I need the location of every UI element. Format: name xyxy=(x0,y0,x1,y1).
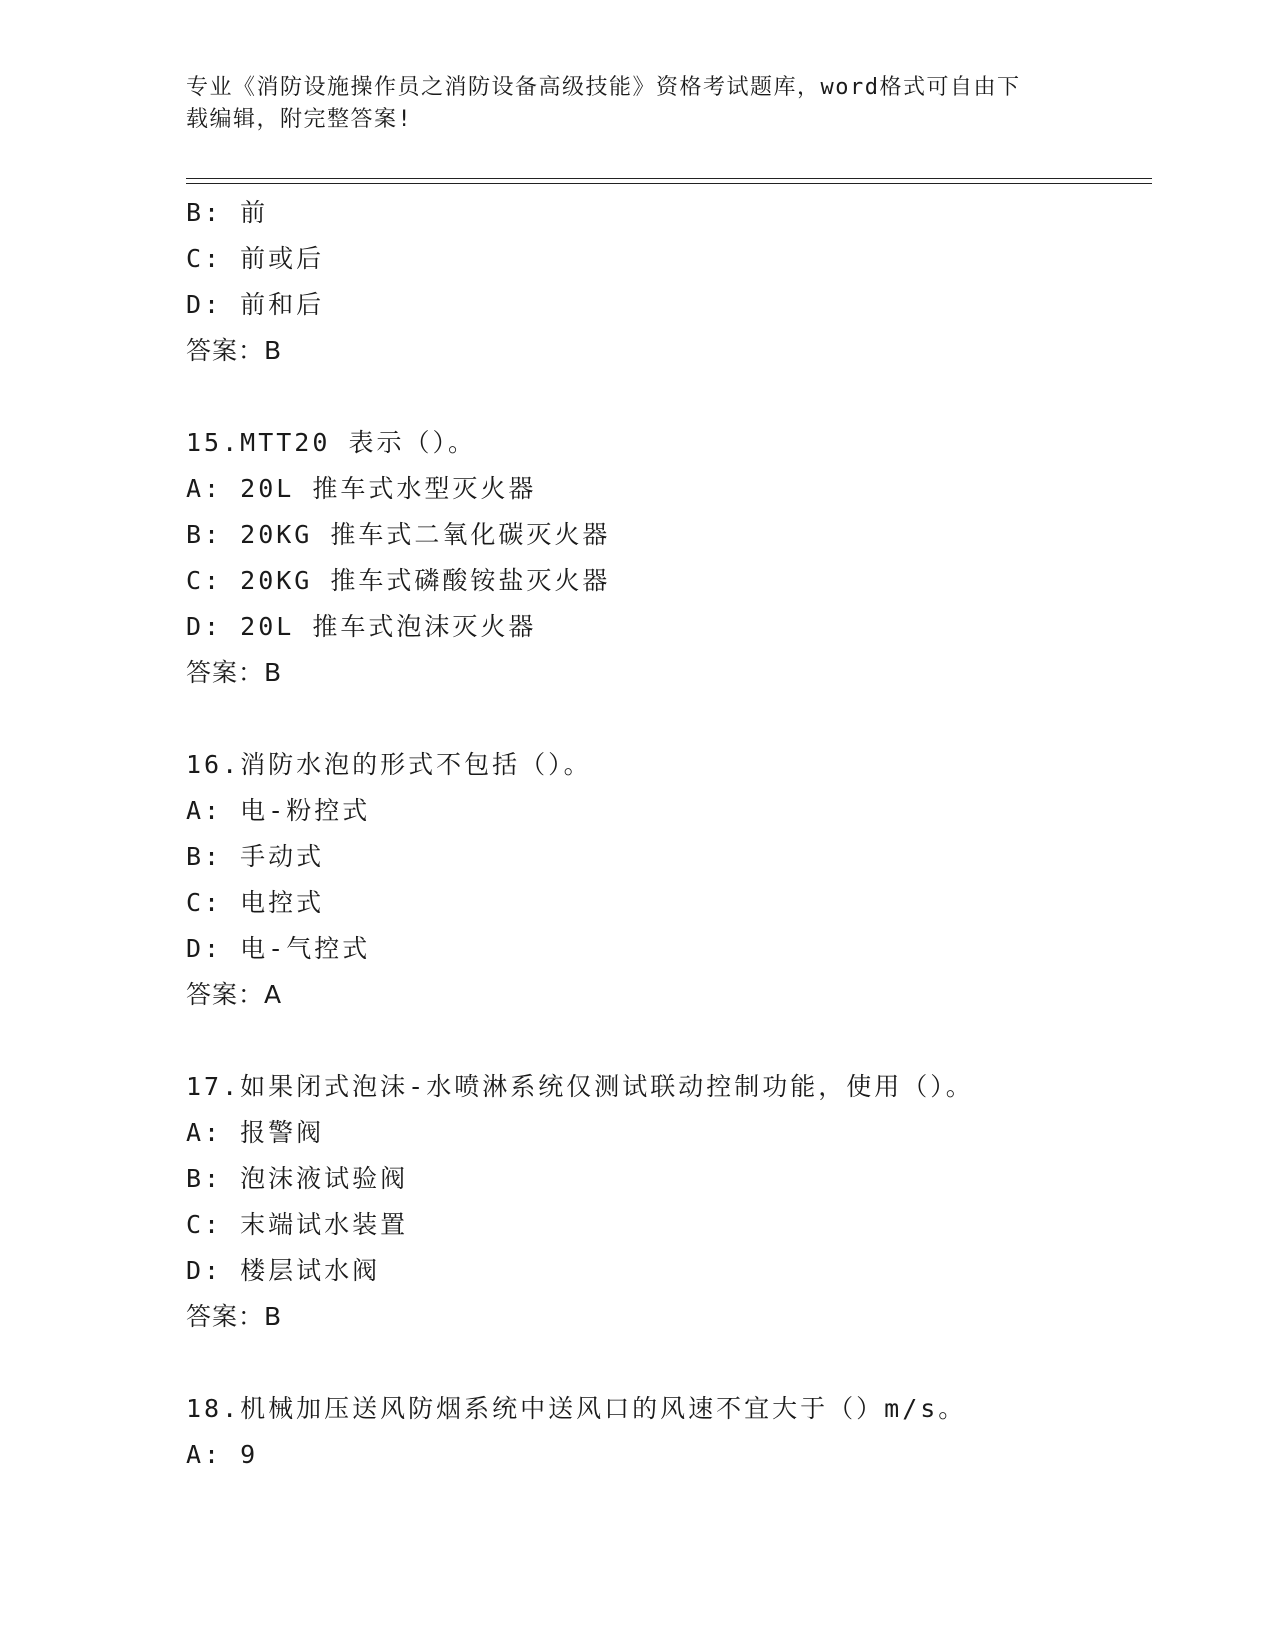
option-a: A: 电-粉控式 xyxy=(186,796,371,825)
header-line-1: 专业《消防设施操作员之消防设备高级技能》资格考试题库，word格式可自由下 xyxy=(186,75,1021,100)
option-a: A: 9 xyxy=(186,1440,259,1469)
question-15 xyxy=(186,420,1146,696)
spacer xyxy=(186,1018,1146,1064)
option-c: C: 末端试水装置 xyxy=(186,1210,409,1239)
option-d: D: 楼层试水阀 xyxy=(186,1256,381,1285)
option-a: A: 报警阀 xyxy=(186,1118,325,1147)
option-d: D: 前和后 xyxy=(186,290,325,319)
option-b: B: 20KG 推车式二氧化碳灭火器 xyxy=(186,520,611,549)
spacer xyxy=(186,696,1146,742)
option-b: B: 手动式 xyxy=(186,842,325,871)
question-16 xyxy=(186,742,1146,1018)
option-b: B: 前 xyxy=(186,198,269,227)
option-a: A: 20L 推车式水型灭火器 xyxy=(186,474,537,503)
question-14-partial xyxy=(186,190,1146,374)
option-b: B: 泡沫液试验阀 xyxy=(186,1164,409,1193)
question-18 xyxy=(186,1386,1146,1478)
option-c: C: 20KG 推车式磷酸铵盐灭火器 xyxy=(186,566,611,595)
question-17 xyxy=(186,1064,1146,1340)
question-stem: 15.MTT20 表示（）。 xyxy=(186,428,476,457)
option-c: C: 前或后 xyxy=(186,244,325,273)
header-line-2: 载编辑，附完整答案! xyxy=(186,107,413,132)
spacer xyxy=(186,374,1146,420)
answer-line: 答案：B xyxy=(186,1302,283,1331)
document-header xyxy=(186,72,1086,136)
header-divider-bottom xyxy=(186,183,1152,184)
question-stem: 17.如果闭式泡沫-水喷淋系统仅测试联动控制功能，使用（）。 xyxy=(186,1072,974,1101)
answer-line: 答案：A xyxy=(186,980,283,1009)
option-d: D: 20L 推车式泡沫灭火器 xyxy=(186,612,537,641)
option-d: D: 电-气控式 xyxy=(186,934,371,963)
option-c: C: 电控式 xyxy=(186,888,325,917)
question-list xyxy=(186,190,1146,1478)
question-stem: 16.消防水泡的形式不包括（）。 xyxy=(186,750,592,779)
answer-line: 答案：B xyxy=(186,658,283,687)
spacer xyxy=(186,1340,1146,1386)
question-stem: 18.机械加压送风防烟系统中送风口的风速不宜大于（）m/s。 xyxy=(186,1394,967,1423)
header-divider-top xyxy=(186,178,1152,179)
answer-line: 答案：B xyxy=(186,336,283,365)
